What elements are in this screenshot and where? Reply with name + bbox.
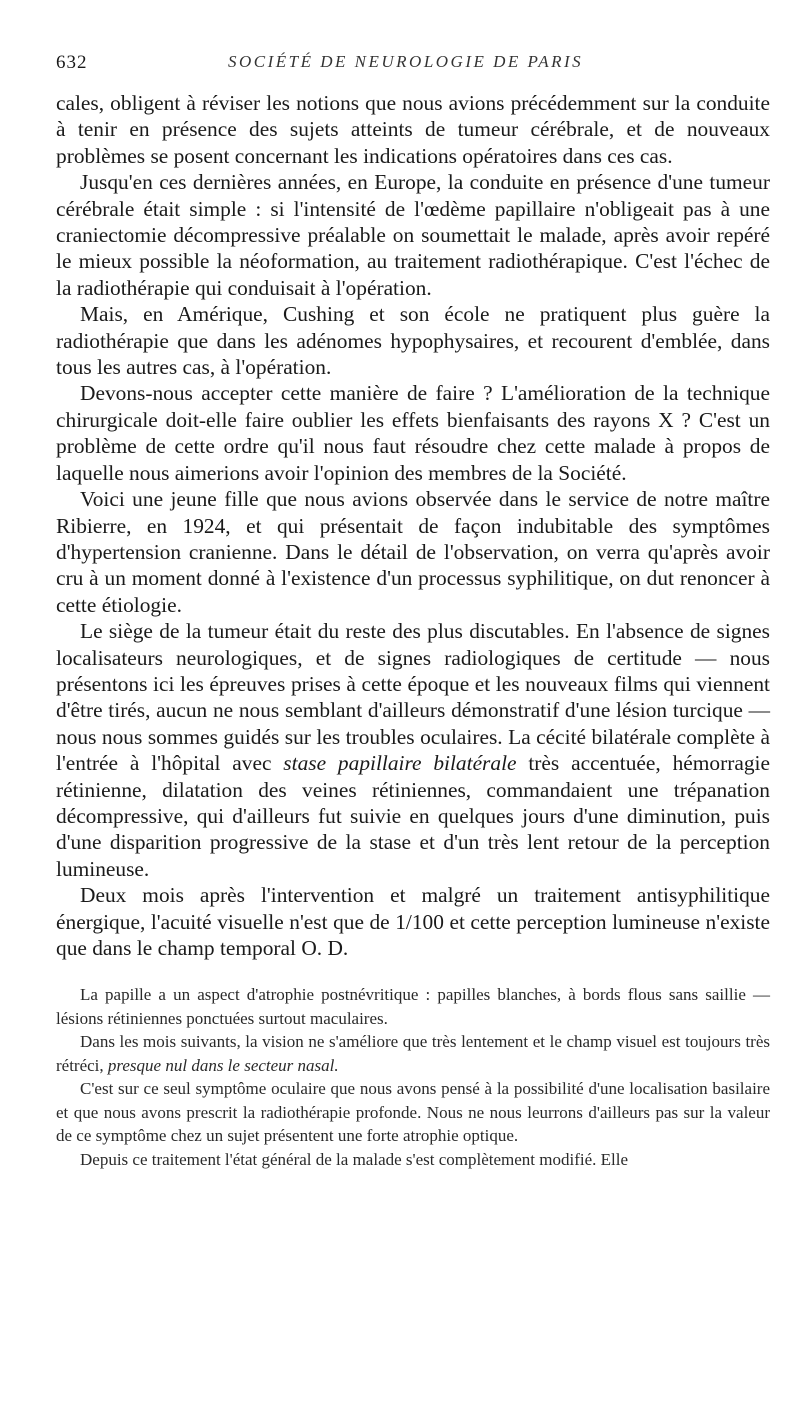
note-paragraph xyxy=(56,1030,770,1077)
emphasis: stase papillaire bilatérale xyxy=(283,751,517,776)
paragraph: Voici une jeune fille que nous avions observée dans le service de notre maître Ribierre, en 1924, et qui présentait de façon indubitable des symptômes d'hypertension cranienne. Dans le détail de l'observation, on verra qu'après avoir cru à un moment donné à l'existence d'un processus syphilitique, on dut renoncer à cette étiologie. xyxy=(56,487,770,617)
note-text: Dans les mois suivants, la vision ne s'améliore que très lentement et le champ visuel est toujours très rétréci, xyxy=(56,1032,770,1075)
paragraph-text: Le siège de la tumeur était du reste des plus discutables. En l'absence de signes localisateurs neurologiques, et de signes radiologiques de certitude — nous présentons ici les épreuves prises à cette époque et les nouveaux films qui viennent d'être tirés, aucun ne nous semblant d'ailleurs démonstratif d'une lésion turcique — nous nous sommes guidés sur les troubles oculaires. La cécité bilatérale complète à l'entrée à l'hôpital avec xyxy=(56,619,770,776)
page-number: 632 xyxy=(56,52,88,73)
note-paragraph: C'est sur ce seul symptôme oculaire que nous avons pensé à la possibilité d'une localisation basilaire et que nous avons prescrit la radiothérapie profonde. Nous ne nous leurrons d'ailleurs pas sur la valeur de ce symptôme chez un sujet présentent une forte atrophie optique. xyxy=(56,1079,770,1146)
journal-title: SOCIÉTÉ DE NEUROLOGIE DE PARIS xyxy=(228,52,584,71)
paragraph: Devons-nous accepter cette manière de faire ? L'amélioration de la technique chirurgicale doit-elle faire oublier les effets bienfaisants des rayons X ? C'est un problème de cette ordre qu'il nous faut résoudre chez cette malade à propos de laquelle nous aimerions avoir l'opinion des membres de la Société. xyxy=(56,381,770,485)
observation-notes xyxy=(56,983,770,1171)
paragraph: Jusqu'en ces dernières années, en Europe, la conduite en présence d'une tumeur cérébrale était simple : si l'intensité de l'œdème papillaire n'obligeait pas à une craniectomie décompressive préalable on soumettait le malade, après avoir repéré le mieux possible la néoformation, au traitement radiothérapique. C'est l'échec de la radiothérapie qui conduisait à l'opération. xyxy=(56,170,770,300)
paragraph-text: très accentuée, hémorragie rétinienne, dilatation des veines rétiniennes, commandaient une trépanation décompressive, qui d'ailleurs fut suivie en quelques jours d'une diminution, puis d'une disparition progressive de la stase et d'un très lent retour de la perception lumineuse. xyxy=(56,751,770,881)
note-paragraph: Depuis ce traitement l'état général de la malade s'est complètement modifié. Elle xyxy=(80,1149,629,1169)
running-head xyxy=(56,52,770,82)
body-text xyxy=(56,90,770,961)
paragraph: Deux mois après l'intervention et malgré un traitement antisyphilitique énergique, l'acuité visuelle n'est que de 1/100 et cette perception lumineuse n'existe que dans le champ temporal O. D. xyxy=(56,883,770,960)
paragraph: Mais, en Amérique, Cushing et son école ne pratiquent plus guère la radiothérapie que dans les adénomes hypophysaires, et recourent d'emblée, dans tous les autres cas, à l'opération. xyxy=(56,302,770,380)
paragraph: cales, obligent à réviser les notions que nous avions précédemment sur la conduite à tenir en présence des sujets atteints de tumeur cérébrale, et de nouveaux problèmes se posent concernant les indications opératoires dans ces cas. xyxy=(56,91,770,168)
emphasis: presque nul dans le secteur nasal. xyxy=(107,1055,339,1075)
paragraph xyxy=(56,618,770,882)
note-paragraph: La papille a un aspect d'atrophie postnévritique : papilles blanches, à bords flous sans saillie — lésions rétiniennes ponctuées surtout maculaires. xyxy=(56,985,770,1028)
